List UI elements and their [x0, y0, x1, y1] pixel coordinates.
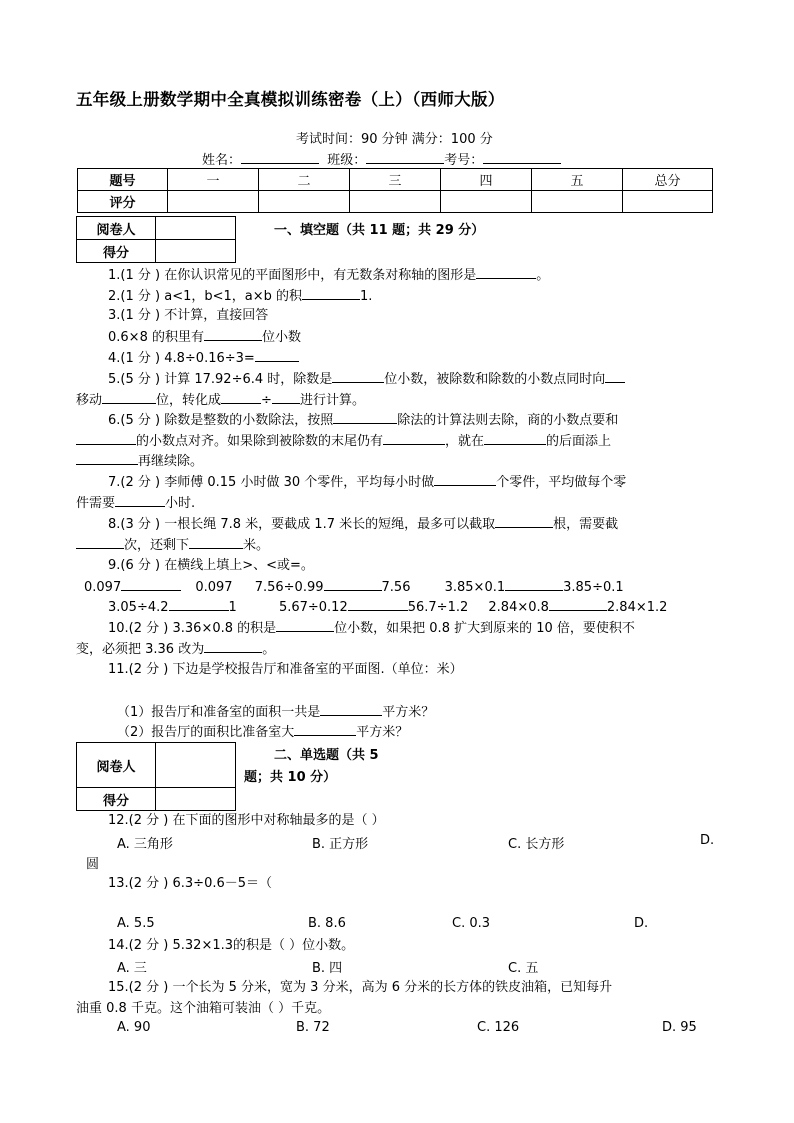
- score-table: [77, 168, 713, 213]
- option-d-text: 圆: [86, 857, 100, 872]
- answer-blank[interactable]: [549, 597, 607, 611]
- table-cell: 二: [259, 169, 350, 191]
- compare-row-1: 0.097 0.097 7.56÷0.99 7.56 3.85×0.1 3.85÷0.1: [84, 577, 624, 598]
- question-11-sub1: （1）报告厅和准备室的面积一共是 平方米？: [117, 702, 434, 723]
- name-field[interactable]: [241, 151, 319, 164]
- grader-label: 阅卷人: [77, 217, 156, 240]
- answer-blank[interactable]: [76, 451, 138, 465]
- answer-blank[interactable]: [302, 286, 360, 300]
- question-4: 4.(1 分 ) 4.8÷0.16÷3=: [108, 348, 299, 369]
- class-label: 班级：: [327, 153, 367, 168]
- grader-box: [76, 216, 236, 263]
- question-7-line2: 件需要 小时.: [76, 493, 195, 514]
- question-11: 11.(2 分 ) 下边是学校报告厅和准备室的平面图.（单位：米）: [108, 662, 463, 677]
- answer-blank[interactable]: [324, 577, 382, 591]
- answer-blank[interactable]: [189, 535, 243, 549]
- answer-blank[interactable]: [476, 265, 536, 279]
- answer-blank[interactable]: [605, 369, 625, 383]
- option-c[interactable]: C. 长方形: [508, 837, 565, 852]
- option-d[interactable]: D.: [634, 916, 649, 931]
- option-b[interactable]: B. 四: [312, 961, 343, 976]
- question-5-line2: 移动 位，转化成 ÷ 进行计算。: [76, 390, 365, 411]
- option-c[interactable]: C. 五: [508, 961, 539, 976]
- option-a[interactable]: A. 5.5: [117, 916, 155, 931]
- question-10-line2: 变，必须把 3.36 改为 。: [76, 639, 275, 660]
- answer-blank[interactable]: [102, 390, 156, 404]
- table-cell: 题号: [78, 169, 168, 191]
- answer-blank[interactable]: [169, 597, 229, 611]
- question-6-line3: 再继续除。: [76, 451, 203, 472]
- option-a[interactable]: A. 90: [117, 1020, 151, 1035]
- answer-blank[interactable]: [204, 327, 262, 341]
- option-b[interactable]: B. 8.6: [308, 916, 346, 931]
- answer-blank[interactable]: [221, 390, 261, 404]
- option-c[interactable]: C. 126: [477, 1020, 520, 1035]
- answer-blank[interactable]: [484, 431, 546, 445]
- answer-blank[interactable]: [320, 702, 382, 716]
- table-cell: 四: [441, 169, 532, 191]
- grader-box: [76, 742, 236, 811]
- number-field[interactable]: [483, 151, 561, 164]
- question-13: 13.(2 分 ) 6.3÷0.6－5＝（: [108, 876, 273, 891]
- compare-row-2: 3.05÷4.2 1 5.67÷0.12 56.7÷1.2 2.84×0.8 2.84×1.2: [108, 597, 667, 618]
- answer-blank[interactable]: [121, 577, 181, 591]
- score-cell[interactable]: [168, 191, 259, 213]
- option-d[interactable]: D. 95: [662, 1020, 697, 1035]
- score-table-score-row: [78, 191, 713, 213]
- question-6-line2: 的小数点对齐。如果除到被除数的末尾仍有 ，就在 的后面添上: [76, 431, 611, 452]
- question-10: 10.(2 分 ) 3.36×0.8 的积是 位小数，如果把 0.8 扩大到原来的 10 倍，要使积不: [108, 618, 635, 639]
- answer-blank[interactable]: [383, 431, 445, 445]
- answer-blank[interactable]: [332, 369, 384, 383]
- option-b[interactable]: B. 72: [296, 1020, 330, 1035]
- name-label: 姓名：: [202, 153, 242, 168]
- question-7: 7.(2 分 ) 李师傅 0.15 小时做 30 个零件，平均每小时做 个零件，平均做每个零: [108, 472, 626, 493]
- section-title: 二、单选题（共 5 题；共 10 分）: [244, 748, 379, 785]
- table-cell: 三: [350, 169, 441, 191]
- table-cell: 五: [532, 169, 623, 191]
- question-2: 2.(1 分 ) a<1，b<1，a×b 的积 1.: [108, 286, 372, 307]
- question-6: 6.(5 分 ) 除数是整数的小数除法，按照 除法的计算法则去除，商的小数点要和: [108, 410, 618, 431]
- option-a[interactable]: A. 三角形: [117, 837, 173, 852]
- student-fields: [202, 149, 561, 168]
- score-label: 得分: [77, 788, 156, 811]
- answer-blank[interactable]: [434, 472, 496, 486]
- answer-blank[interactable]: [276, 618, 334, 632]
- option-d[interactable]: D.: [700, 833, 715, 848]
- option-a[interactable]: A. 三: [117, 961, 147, 976]
- answer-blank[interactable]: [333, 410, 397, 424]
- table-cell: 总分: [623, 169, 713, 191]
- score-cell[interactable]: [623, 191, 713, 213]
- question-12: 12.(2 分 ) 在下面的图形中对称轴最多的是（ ）: [108, 813, 385, 828]
- option-b[interactable]: B. 正方形: [312, 837, 369, 852]
- answer-blank[interactable]: [495, 514, 553, 528]
- answer-blank[interactable]: [272, 390, 300, 404]
- answer-blank[interactable]: [76, 431, 136, 445]
- answer-blank[interactable]: [76, 535, 124, 549]
- score-cell[interactable]: [441, 191, 532, 213]
- grader-label: 阅卷人: [77, 743, 156, 788]
- score-cell[interactable]: [350, 191, 441, 213]
- answer-blank[interactable]: [204, 639, 262, 653]
- page-title: 五年级上册数学期中全真模拟训练密卷（上）（西师大版）: [76, 90, 505, 109]
- question-3-line2: 0.6×8 的积里有 位小数: [108, 327, 301, 348]
- question-11-sub2: （2）报告厅的面积比准备室大 平方米？: [117, 722, 408, 743]
- score-cell[interactable]: [156, 788, 236, 811]
- answer-blank[interactable]: [505, 577, 563, 591]
- question-15: 15.(2 分 ) 一个长为 5 分米，宽为 3 分米，高为 6 分米的长方体的铁皮油箱，已知每升: [108, 980, 613, 995]
- grader-cell[interactable]: [156, 217, 236, 240]
- answer-blank[interactable]: [115, 493, 165, 507]
- table-cell: 一: [168, 169, 259, 191]
- question-8-line2: 次，还剩下 米。: [76, 535, 269, 556]
- question-1: 1.(1 分 ) 在你认识常见的平面图形中，有无数条对称轴的图形是 。: [108, 265, 549, 286]
- number-label: 考号：: [444, 153, 484, 168]
- score-cell[interactable]: [156, 240, 236, 263]
- exam-info: 考试时间：90 分钟 满分：100 分: [296, 132, 493, 147]
- answer-blank[interactable]: [348, 597, 408, 611]
- table-cell: 评分: [78, 191, 168, 213]
- question-3: 3.(1 分 ) 不计算，直接回答: [108, 308, 269, 323]
- question-15-line2: 油重 0.8 千克。这个油箱可装油（ ）千克。: [76, 1001, 331, 1016]
- score-cell[interactable]: [532, 191, 623, 213]
- section-title: 一、填空题（共 11 题；共 29 分）: [274, 223, 485, 238]
- answer-blank[interactable]: [255, 348, 299, 362]
- option-c[interactable]: C. 0.3: [452, 916, 491, 931]
- score-table-header-row: [78, 169, 713, 191]
- question-14: 14.(2 分 ) 5.32×1.3的积是（ ）位小数。: [108, 938, 355, 953]
- score-cell[interactable]: [259, 191, 350, 213]
- grader-cell[interactable]: [156, 743, 236, 788]
- score-label: 得分: [77, 240, 156, 263]
- class-field[interactable]: [366, 151, 444, 164]
- question-8: 8.(3 分 ) 一根长绳 7.8 米，要截成 1.7 米长的短绳，最多可以截取 根，需要截: [108, 514, 618, 535]
- question-5: 5.(5 分 ) 计算 17.92÷6.4 时，除数是 位小数，被除数和除数的小数点同时向: [108, 369, 625, 390]
- answer-blank[interactable]: [294, 722, 356, 736]
- question-9: 9.(6 分 ) 在横线上填上>、<或=。: [108, 558, 314, 573]
